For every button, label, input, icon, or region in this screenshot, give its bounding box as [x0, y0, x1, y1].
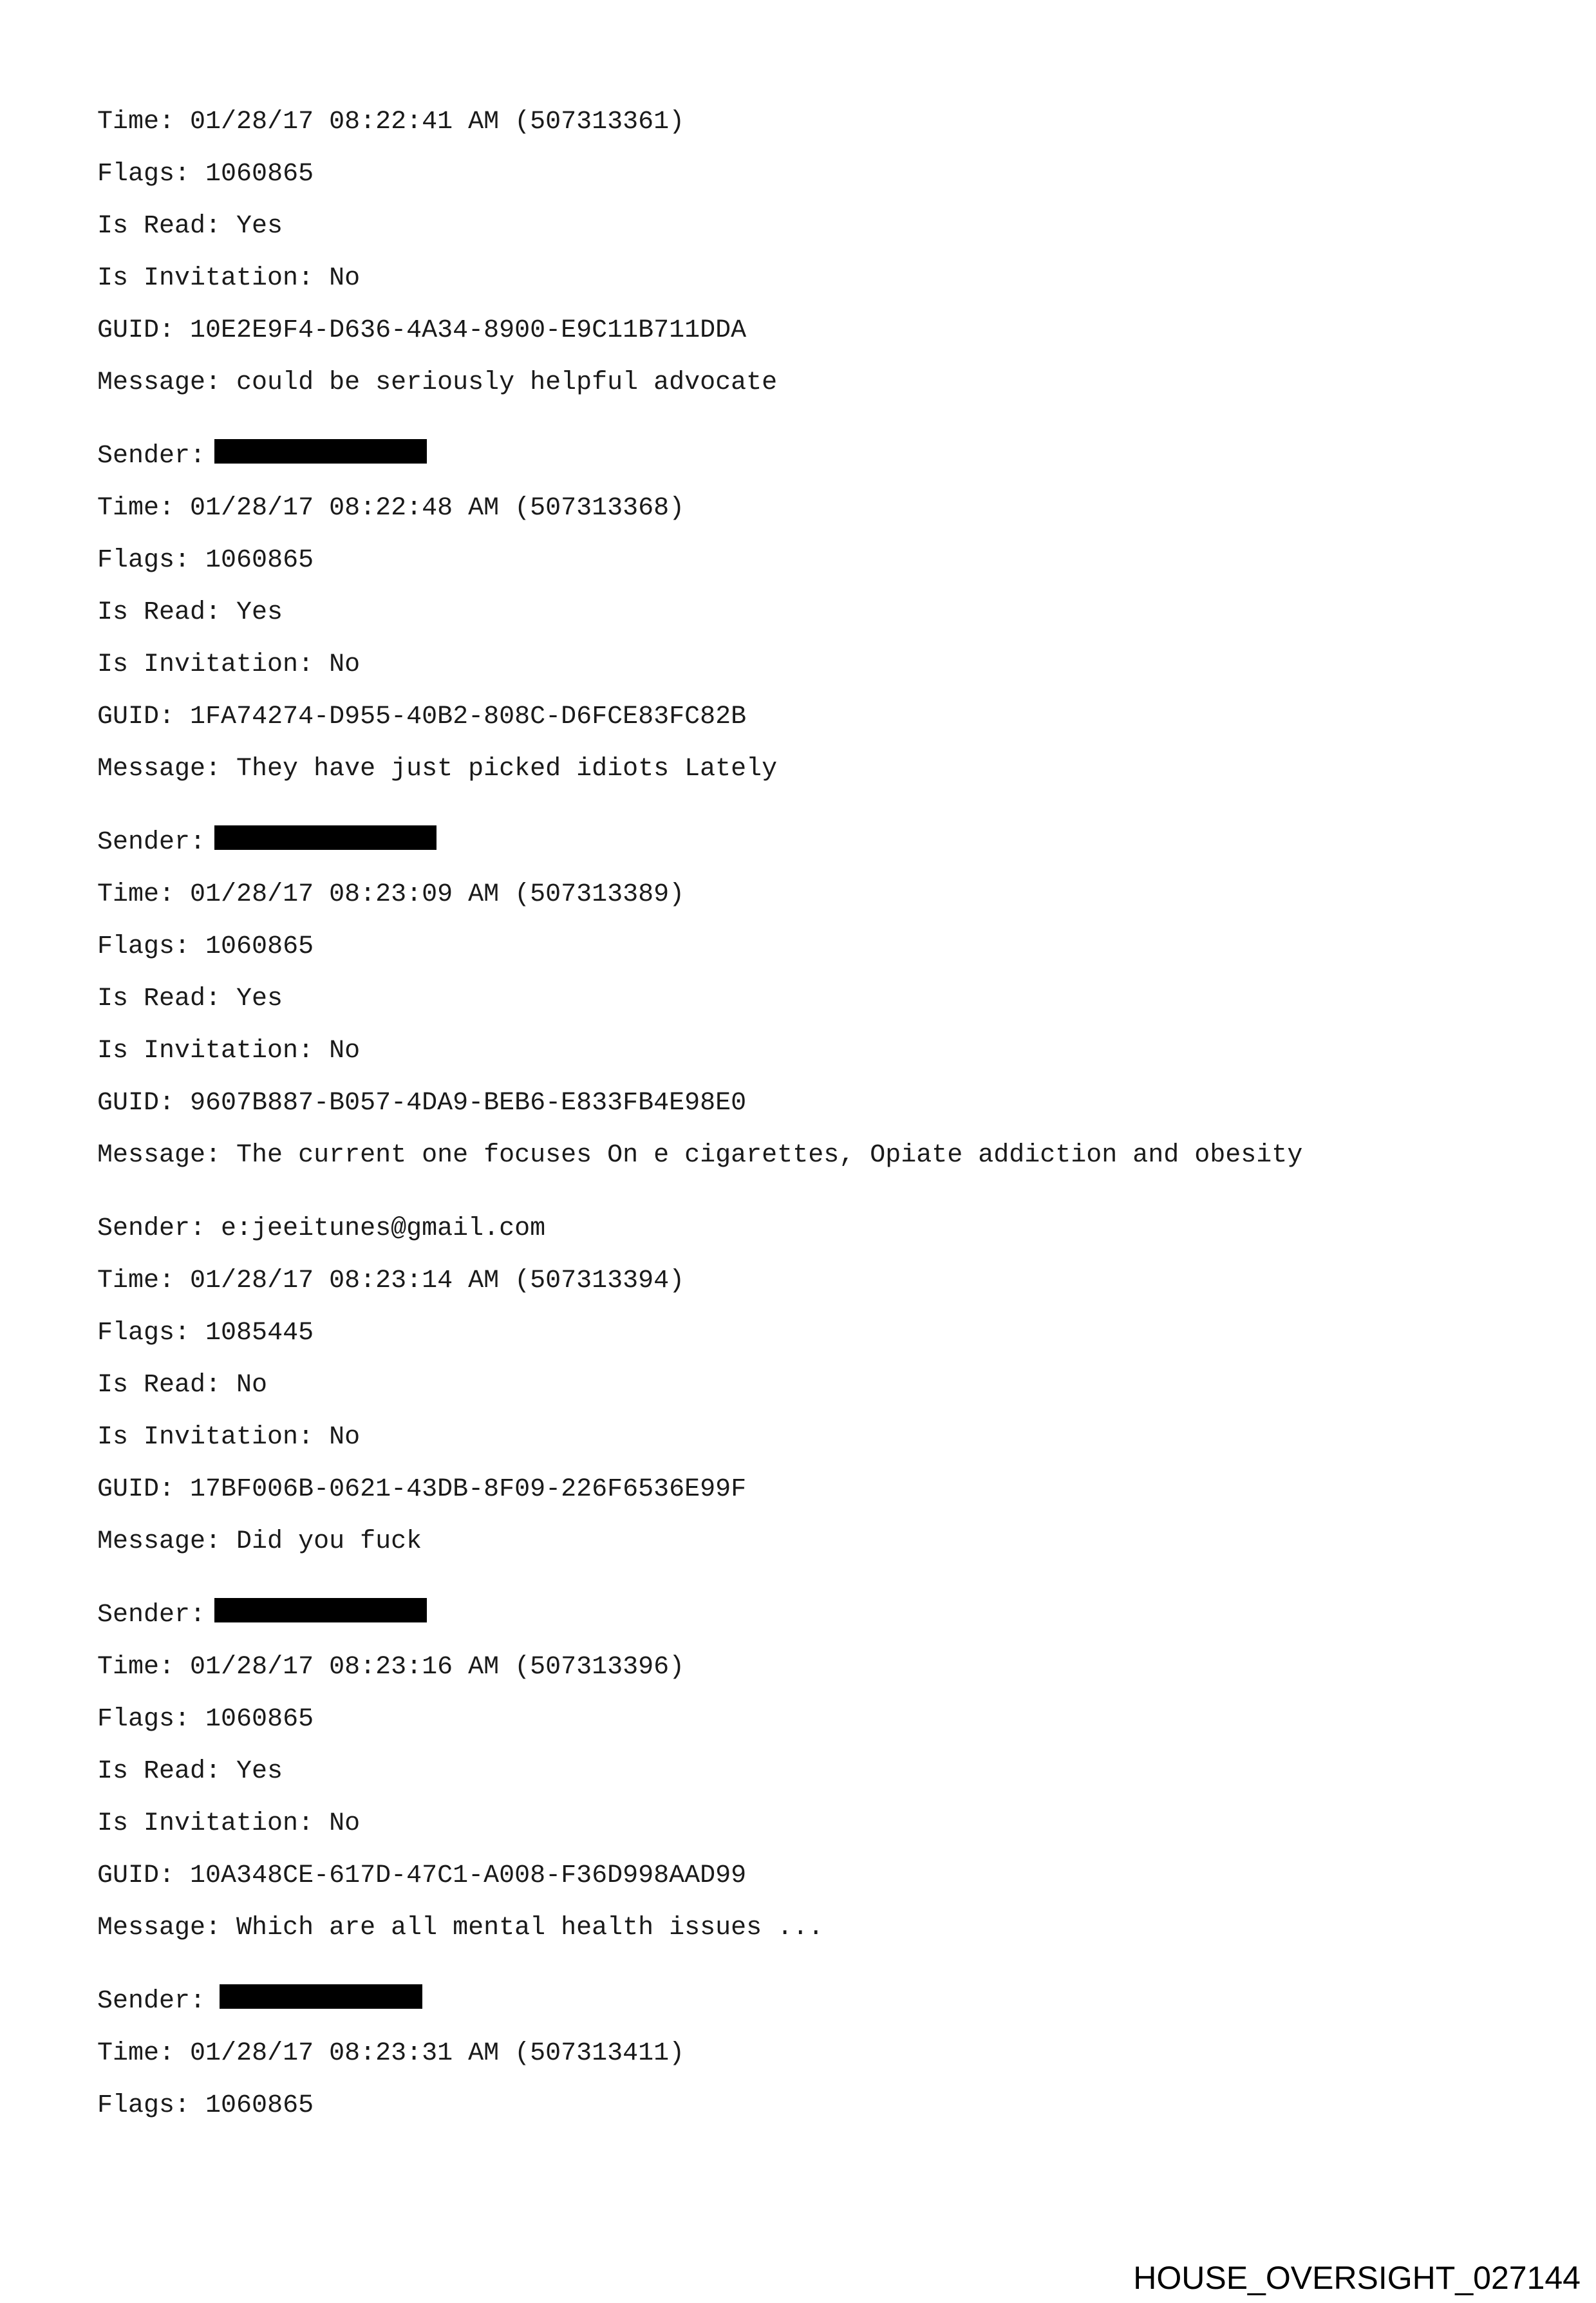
is-invitation-line: [97, 1032, 1514, 1084]
flags-value: 1060865: [205, 932, 314, 961]
is-invitation-value: No: [329, 1423, 361, 1452]
is-read-value: Yes: [236, 1757, 283, 1786]
message-label: Message:: [97, 1913, 221, 1942]
message-value: Which are all mental health issues ...: [236, 1913, 824, 1942]
time-label: Time:: [97, 494, 175, 523]
time-line: [97, 103, 1514, 155]
is-invitation-label: Is Invitation:: [97, 1809, 314, 1838]
message-label: Message:: [97, 1527, 221, 1556]
flags-label: Flags:: [97, 546, 191, 575]
guid-value: 17BF006B-0621-43DB-8F09-226F6536E99F: [190, 1475, 747, 1504]
redaction-block: [214, 439, 427, 464]
entry-gap: [97, 1189, 1514, 1210]
time-value: 01/28/17 08:22:41 AM (507313361): [190, 108, 685, 136]
message-line: [97, 1909, 1514, 1961]
flags-label: Flags:: [97, 2091, 191, 2120]
flags-line: [97, 1314, 1514, 1366]
message-value: Did you fuck: [236, 1527, 422, 1556]
guid-value: 1FA74274-D955-40B2-808C-D6FCE83FC82B: [190, 702, 747, 731]
is-invitation-value: No: [329, 650, 361, 679]
time-value: 01/28/17 08:23:09 AM (507313389): [190, 880, 685, 909]
guid-line: [97, 1084, 1514, 1136]
time-line: [97, 1648, 1514, 1700]
guid-value: 10E2E9F4-D636-4A34-8900-E9C11B711DDA: [190, 316, 747, 345]
guid-label: GUID:: [97, 316, 175, 345]
redaction-block: [214, 1598, 427, 1622]
time-label: Time:: [97, 108, 175, 136]
time-label: Time:: [97, 2039, 175, 2068]
time-value: 01/28/17 08:23:31 AM (507313411): [190, 2039, 685, 2068]
sender-line: [97, 1210, 1514, 1262]
entry-gap: [97, 802, 1514, 823]
guid-line: [97, 698, 1514, 750]
guid-label: GUID:: [97, 702, 175, 731]
message-value: The current one focuses On e cigarettes, Opiate addiction and obesity: [236, 1141, 1303, 1170]
sender-label: Sender:: [97, 1987, 206, 2016]
guid-label: GUID:: [97, 1861, 175, 1890]
time-value: 01/28/17 08:23:14 AM (507313394): [190, 1266, 685, 1295]
message-value: could be seriously helpful advocate: [236, 368, 778, 397]
sender-line: [97, 1596, 1514, 1648]
is-read-value: Yes: [236, 212, 283, 241]
flags-value: 1060865: [205, 1705, 314, 1734]
message-line: [97, 1523, 1514, 1575]
is-invitation-label: Is Invitation:: [97, 264, 314, 293]
flags-line: [97, 541, 1514, 594]
guid-line: [97, 312, 1514, 364]
sender-label: Sender:: [97, 828, 206, 857]
guid-line: [97, 1857, 1514, 1909]
is-read-value: Yes: [236, 598, 283, 627]
is-invitation-label: Is Invitation:: [97, 1037, 314, 1066]
flags-line: [97, 1700, 1514, 1753]
flags-line: [97, 2087, 1514, 2139]
is-read-line: [97, 1753, 1514, 1805]
time-value: 01/28/17 08:22:48 AM (507313368): [190, 494, 685, 523]
time-label: Time:: [97, 1653, 175, 1682]
guid-value: 9607B887-B057-4DA9-BEB6-E833FB4E98E0: [190, 1089, 747, 1118]
is-read-value: Yes: [236, 984, 283, 1013]
is-read-line: [97, 980, 1514, 1032]
is-read-label: Is Read:: [97, 1757, 221, 1786]
flags-label: Flags:: [97, 1319, 191, 1348]
message-line: [97, 1136, 1514, 1189]
guid-line: [97, 1471, 1514, 1523]
sender-line: [97, 1982, 1514, 2035]
flags-label: Flags:: [97, 1705, 191, 1734]
is-invitation-line: [97, 646, 1514, 698]
redaction-block: [220, 1984, 422, 2009]
entry-gap: [97, 1575, 1514, 1596]
sender-label: Sender:: [97, 442, 206, 471]
flags-label: Flags:: [97, 160, 191, 189]
is-read-line: [97, 1366, 1514, 1418]
is-invitation-label: Is Invitation:: [97, 650, 314, 679]
message-label: Message:: [97, 1141, 221, 1170]
guid-value: 10A348CE-617D-47C1-A008-F36D998AAD99: [190, 1861, 747, 1890]
time-label: Time:: [97, 1266, 175, 1295]
is-invitation-label: Is Invitation:: [97, 1423, 314, 1452]
is-invitation-line: [97, 1418, 1514, 1471]
redaction-block: [214, 825, 437, 850]
is-invitation-line: [97, 1805, 1514, 1857]
guid-label: GUID:: [97, 1089, 175, 1118]
is-read-label: Is Read:: [97, 212, 221, 241]
entry-gap: [97, 416, 1514, 437]
is-read-line: [97, 207, 1514, 259]
message-label: Message:: [97, 368, 221, 397]
entry-gap: [97, 1961, 1514, 1982]
sender-line: [97, 437, 1514, 489]
flags-value: 1060865: [205, 546, 314, 575]
sender-value: e:jeeitunes@gmail.com: [221, 1214, 546, 1243]
bates-number: HOUSE_OVERSIGHT_027144: [1133, 2260, 1581, 2296]
flags-value: 1060865: [205, 160, 314, 189]
is-read-value: No: [236, 1371, 268, 1400]
time-value: 01/28/17 08:23:16 AM (507313396): [190, 1653, 685, 1682]
time-label: Time:: [97, 880, 175, 909]
message-log: [97, 103, 1514, 2139]
is-read-line: [97, 594, 1514, 646]
flags-line: [97, 928, 1514, 980]
is-invitation-value: No: [329, 1809, 361, 1838]
message-label: Message:: [97, 755, 221, 784]
message-line: [97, 750, 1514, 802]
is-read-label: Is Read:: [97, 1371, 221, 1400]
time-line: [97, 489, 1514, 541]
is-invitation-value: No: [329, 264, 361, 293]
sender-line: [97, 823, 1514, 876]
guid-label: GUID:: [97, 1475, 175, 1504]
sender-label: Sender:: [97, 1601, 206, 1630]
time-line: [97, 876, 1514, 928]
message-value: They have just picked idiots Lately: [236, 755, 778, 784]
flags-line: [97, 155, 1514, 207]
flags-value: 1085445: [205, 1319, 314, 1348]
is-read-label: Is Read:: [97, 984, 221, 1013]
flags-value: 1060865: [205, 2091, 314, 2120]
message-line: [97, 364, 1514, 416]
flags-label: Flags:: [97, 932, 191, 961]
time-line: [97, 2035, 1514, 2087]
sender-label: Sender:: [97, 1214, 206, 1243]
time-line: [97, 1262, 1514, 1314]
is-invitation-value: No: [329, 1037, 361, 1066]
is-invitation-line: [97, 259, 1514, 312]
is-read-label: Is Read:: [97, 598, 221, 627]
